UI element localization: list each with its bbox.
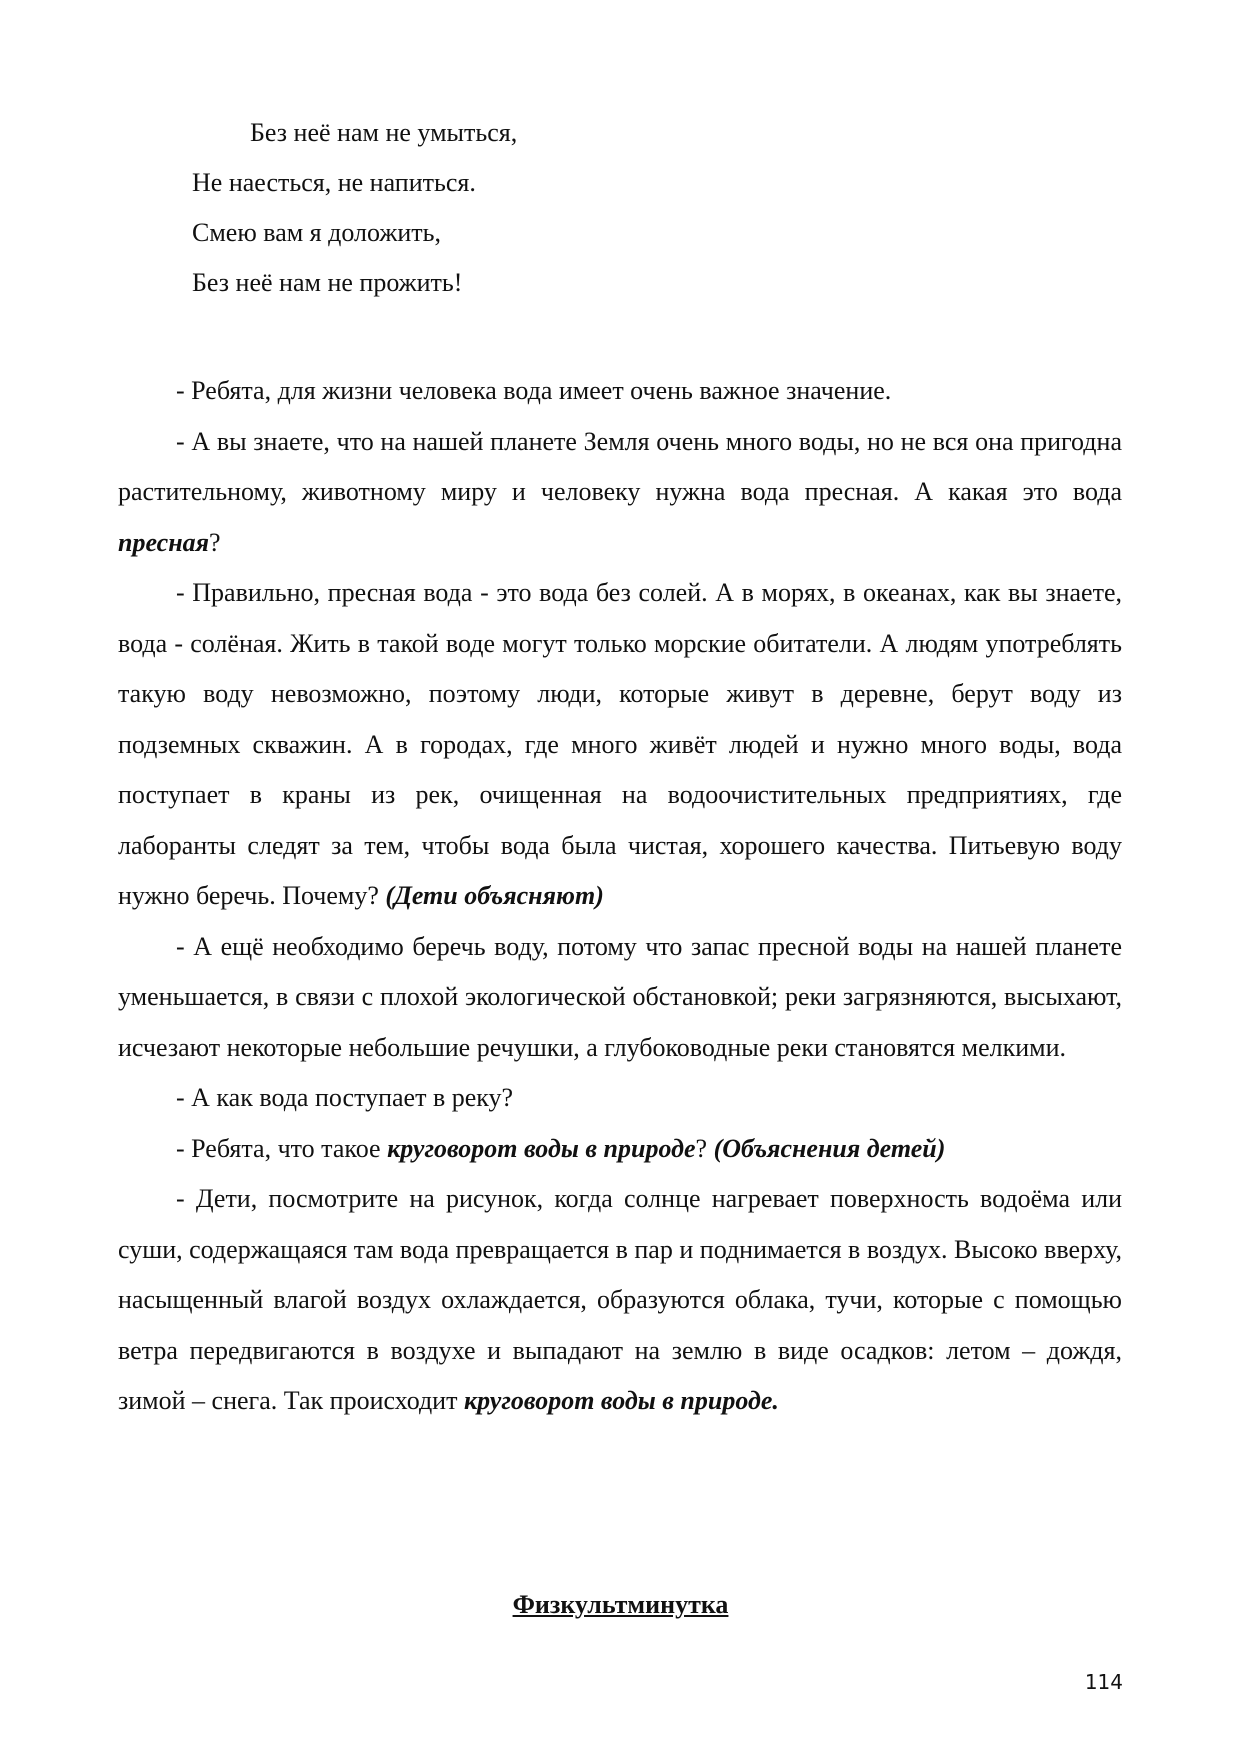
page-number: 114 bbox=[1084, 1670, 1123, 1694]
stage-direction: (Объяснения детей) bbox=[713, 1133, 946, 1163]
paragraph-text: ? bbox=[209, 527, 221, 557]
stage-direction: (Дети объясняют) bbox=[385, 881, 604, 910]
emphasis-term: пресная bbox=[118, 527, 210, 557]
paragraph bbox=[118, 1073, 1122, 1124]
poem-line: Смею вам я доложить, bbox=[192, 218, 441, 247]
emphasis-term: круговорот воды в природе. bbox=[463, 1386, 779, 1415]
paragraph-text: - А ещё необходимо беречь воду, потому что запас пресной воды на нашей планете уменьшается, в связи с плохой экологической обстановкой; реки загрязняются, высыхают, исчезают некоторые небольшие речушки, а глубоководные реки становятся мелкими. bbox=[118, 931, 1122, 1062]
paragraph-text: - Дети, посмотрите на рисунок, когда солнце нагревает поверхность водоёма или суши, содержащаяся там вода превращается в пар и поднимается в воздух. Высоко вверху, насыщенный влагой воздух охлаждается, образуются облака, тучи, которые с помощью ветра передвигаются в воздухе и выпадают на землю в виде осадков: летом – дождя, зимой – снега. Так происходит bbox=[118, 1184, 1122, 1415]
paragraph-text: ? bbox=[695, 1133, 714, 1163]
paragraph-text: - А вы знаете, что на нашей планете Земля очень много воды, но не вся она пригодна растительному, животному миру и человеку нужна вода пресная. А какая это вода bbox=[118, 426, 1122, 506]
poem-line: Без неё нам не прожить! bbox=[192, 268, 463, 297]
section-heading: Физкультминутка bbox=[512, 1590, 729, 1619]
paragraph-text: - А как вода поступает в реку? bbox=[176, 1083, 514, 1112]
body-text bbox=[118, 366, 1122, 1427]
paragraph-text: - Ребята, для жизни человека вода имеет очень важное значение. bbox=[176, 376, 892, 405]
paragraph bbox=[118, 922, 1122, 1074]
poem bbox=[0, 108, 1241, 308]
poem-line: Без неё нам не умыться, bbox=[250, 118, 518, 147]
emphasis-term: круговорот воды в природе bbox=[387, 1133, 696, 1163]
paragraph-text: - Правильно, пресная вода - это вода без солей. А в морях, в океанах, как вы знаете, вода - солёная. Жить в такой воде могут только морские обитатели. А людям употреблять такую воду невозможно, поэтому люди, которые живут в деревне, берут воду из подземных скважин. А в городах, где много живёт людей и нужно много воды, вода поступает в краны из рек, очищенная на водоочистительных предприятиях, где лаборанты следят за тем, чтобы вода была чистая, хорошего качества. Питьевую воду нужно беречь. Почему? bbox=[118, 578, 1122, 910]
paragraph bbox=[118, 1124, 1122, 1175]
paragraph bbox=[118, 417, 1122, 569]
paragraph bbox=[118, 1174, 1122, 1427]
paragraph bbox=[118, 366, 1122, 417]
paragraph bbox=[118, 568, 1122, 922]
poem-line: Не наесться, не напиться. bbox=[192, 168, 476, 197]
paragraph-text: - Ребята, что такое bbox=[176, 1133, 388, 1163]
